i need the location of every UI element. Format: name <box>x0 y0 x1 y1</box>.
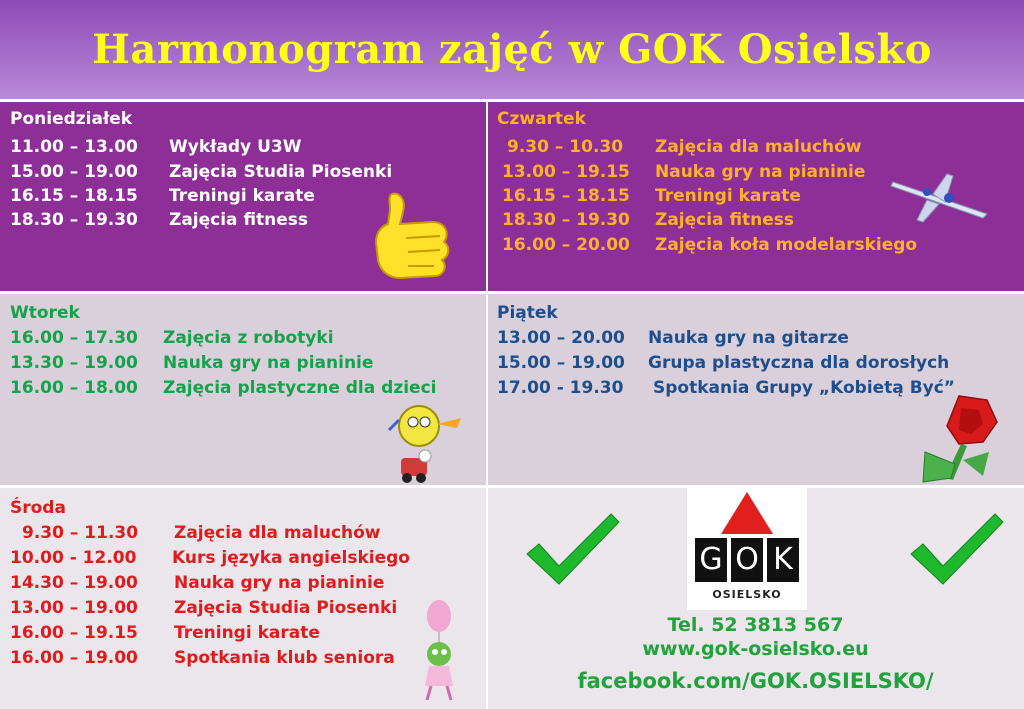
time-text: 9.30 – 10.30 <box>507 137 624 157</box>
schedule-row <box>10 162 393 182</box>
schedule-row <box>10 648 395 668</box>
schedule-row <box>10 353 374 373</box>
phone-number: Tel. 52 3813 567 <box>667 614 844 636</box>
schedule-row <box>497 353 950 373</box>
facebook-link[interactable]: facebook.com/GOK.OSIELSKO/ <box>577 669 934 693</box>
schedule-row <box>10 623 320 643</box>
divider <box>0 291 1024 294</box>
time-text: 16.15 – 18.15 <box>10 186 138 206</box>
time-text: 16.00 – 20.00 <box>502 235 630 255</box>
day-name-wednesday: Środa <box>10 498 66 518</box>
logo-letter: O <box>731 538 763 582</box>
time-text: 18.30 – 19.30 <box>10 210 138 230</box>
schedule-row <box>497 328 849 348</box>
header-banner <box>0 0 1024 100</box>
time-text: 16.00 – 17.30 <box>10 328 138 348</box>
airplane-icon <box>887 170 997 225</box>
schedule-row <box>502 186 801 206</box>
time-text: 13.00 – 20.00 <box>497 328 625 348</box>
origami-rose-icon <box>917 390 1007 486</box>
time-text: 13.00 – 19.00 <box>10 598 138 618</box>
thumbs-up-icon <box>370 190 460 285</box>
day-name-tuesday: Wtorek <box>10 303 80 323</box>
activity-text: Kurs języka angielskiego <box>172 548 410 568</box>
time-text: 17.00 - 19.30 <box>497 378 624 398</box>
checkmark-icon <box>523 508 623 588</box>
time-text: 15.00 – 19.00 <box>497 353 625 373</box>
contact-panel <box>487 486 1024 709</box>
robot-toy-icon <box>385 400 465 486</box>
monday-panel <box>0 100 487 292</box>
friday-panel <box>487 292 1024 486</box>
triangle-icon <box>719 490 775 536</box>
activity-text: Nauka gry na pianinie <box>655 162 866 182</box>
time-text: 11.00 – 13.00 <box>10 137 138 157</box>
page-title: Harmonogram zajęć w GOK Osielsko <box>92 26 932 73</box>
time-text: 13.30 – 19.00 <box>10 353 138 373</box>
schedule-row <box>10 186 315 206</box>
activity-text: Nauka gry na pianinie <box>174 573 385 593</box>
schedule-row <box>10 548 410 568</box>
balloon-character-icon <box>415 598 465 704</box>
day-name-friday: Piątek <box>497 303 558 323</box>
wednesday-panel <box>0 486 487 709</box>
schedule-row <box>10 378 437 398</box>
divider <box>0 485 1024 488</box>
schedule-row <box>502 210 795 230</box>
activity-text: Zajęcia z robotyki <box>163 328 334 348</box>
day-name-thursday: Czwartek <box>497 109 586 129</box>
schedule-row <box>497 378 955 398</box>
time-text: 16.00 – 19.00 <box>10 648 138 668</box>
logo-letter: K <box>767 538 799 582</box>
time-text: 9.30 – 11.30 <box>22 523 139 543</box>
activity-text: Spotkania klub seniora <box>174 648 395 668</box>
divider <box>486 100 488 709</box>
schedule-row <box>502 235 918 255</box>
tuesday-panel <box>0 292 487 486</box>
activity-text: Nauka gry na gitarze <box>648 328 849 348</box>
logo-letter: G <box>695 538 727 582</box>
schedule-row <box>22 523 381 543</box>
logo-letters <box>695 538 799 582</box>
time-text: 16.15 – 18.15 <box>502 186 630 206</box>
time-text: 18.30 – 19.30 <box>502 210 630 230</box>
activity-text: Zajęcia Studia Piosenki <box>169 162 393 182</box>
activity-text: Treningi karate <box>174 623 320 643</box>
time-text: 16.00 – 18.00 <box>10 378 138 398</box>
thursday-panel <box>487 100 1024 292</box>
activity-text: Spotkania Grupy „Kobietą Być” <box>653 378 955 398</box>
time-text: 13.00 – 19.15 <box>502 162 630 182</box>
schedule-row <box>10 137 302 157</box>
schedule-row <box>502 162 866 182</box>
time-text: 10.00 - 12.00 <box>10 548 137 568</box>
activity-text: Zajęcia koła modelarskiego <box>655 235 918 255</box>
activity-text: Zajęcia fitness <box>655 210 795 230</box>
activity-text: Zajęcia plastyczne dla dzieci <box>163 378 437 398</box>
activity-text: Zajęcia dla maluchów <box>174 523 381 543</box>
logo-subtitle: OSIELSKO <box>712 588 782 601</box>
time-text: 14.30 – 19.00 <box>10 573 138 593</box>
activity-text: Wykłady U3W <box>169 137 302 157</box>
activity-text: Grupa plastyczna dla dorosłych <box>648 353 950 373</box>
activity-text: Zajęcia Studia Piosenki <box>174 598 398 618</box>
schedule-row <box>10 573 385 593</box>
day-name-monday: Poniedziałek <box>10 109 133 129</box>
activity-text: Treningi karate <box>169 186 315 206</box>
logo <box>687 486 807 610</box>
schedule-row <box>507 137 862 157</box>
time-text: 16.00 – 19.15 <box>10 623 138 643</box>
time-text: 15.00 – 19.00 <box>10 162 138 182</box>
schedule-row <box>10 210 309 230</box>
website-link[interactable]: www.gok-osielsko.eu <box>642 638 869 660</box>
checkmark-icon <box>907 508 1007 588</box>
activity-text: Nauka gry na pianinie <box>163 353 374 373</box>
activity-text: Zajęcia dla maluchów <box>655 137 862 157</box>
activity-text: Zajęcia fitness <box>169 210 309 230</box>
schedule-row <box>10 598 398 618</box>
schedule-row <box>10 328 334 348</box>
divider <box>0 99 1024 102</box>
activity-text: Treningi karate <box>655 186 801 206</box>
